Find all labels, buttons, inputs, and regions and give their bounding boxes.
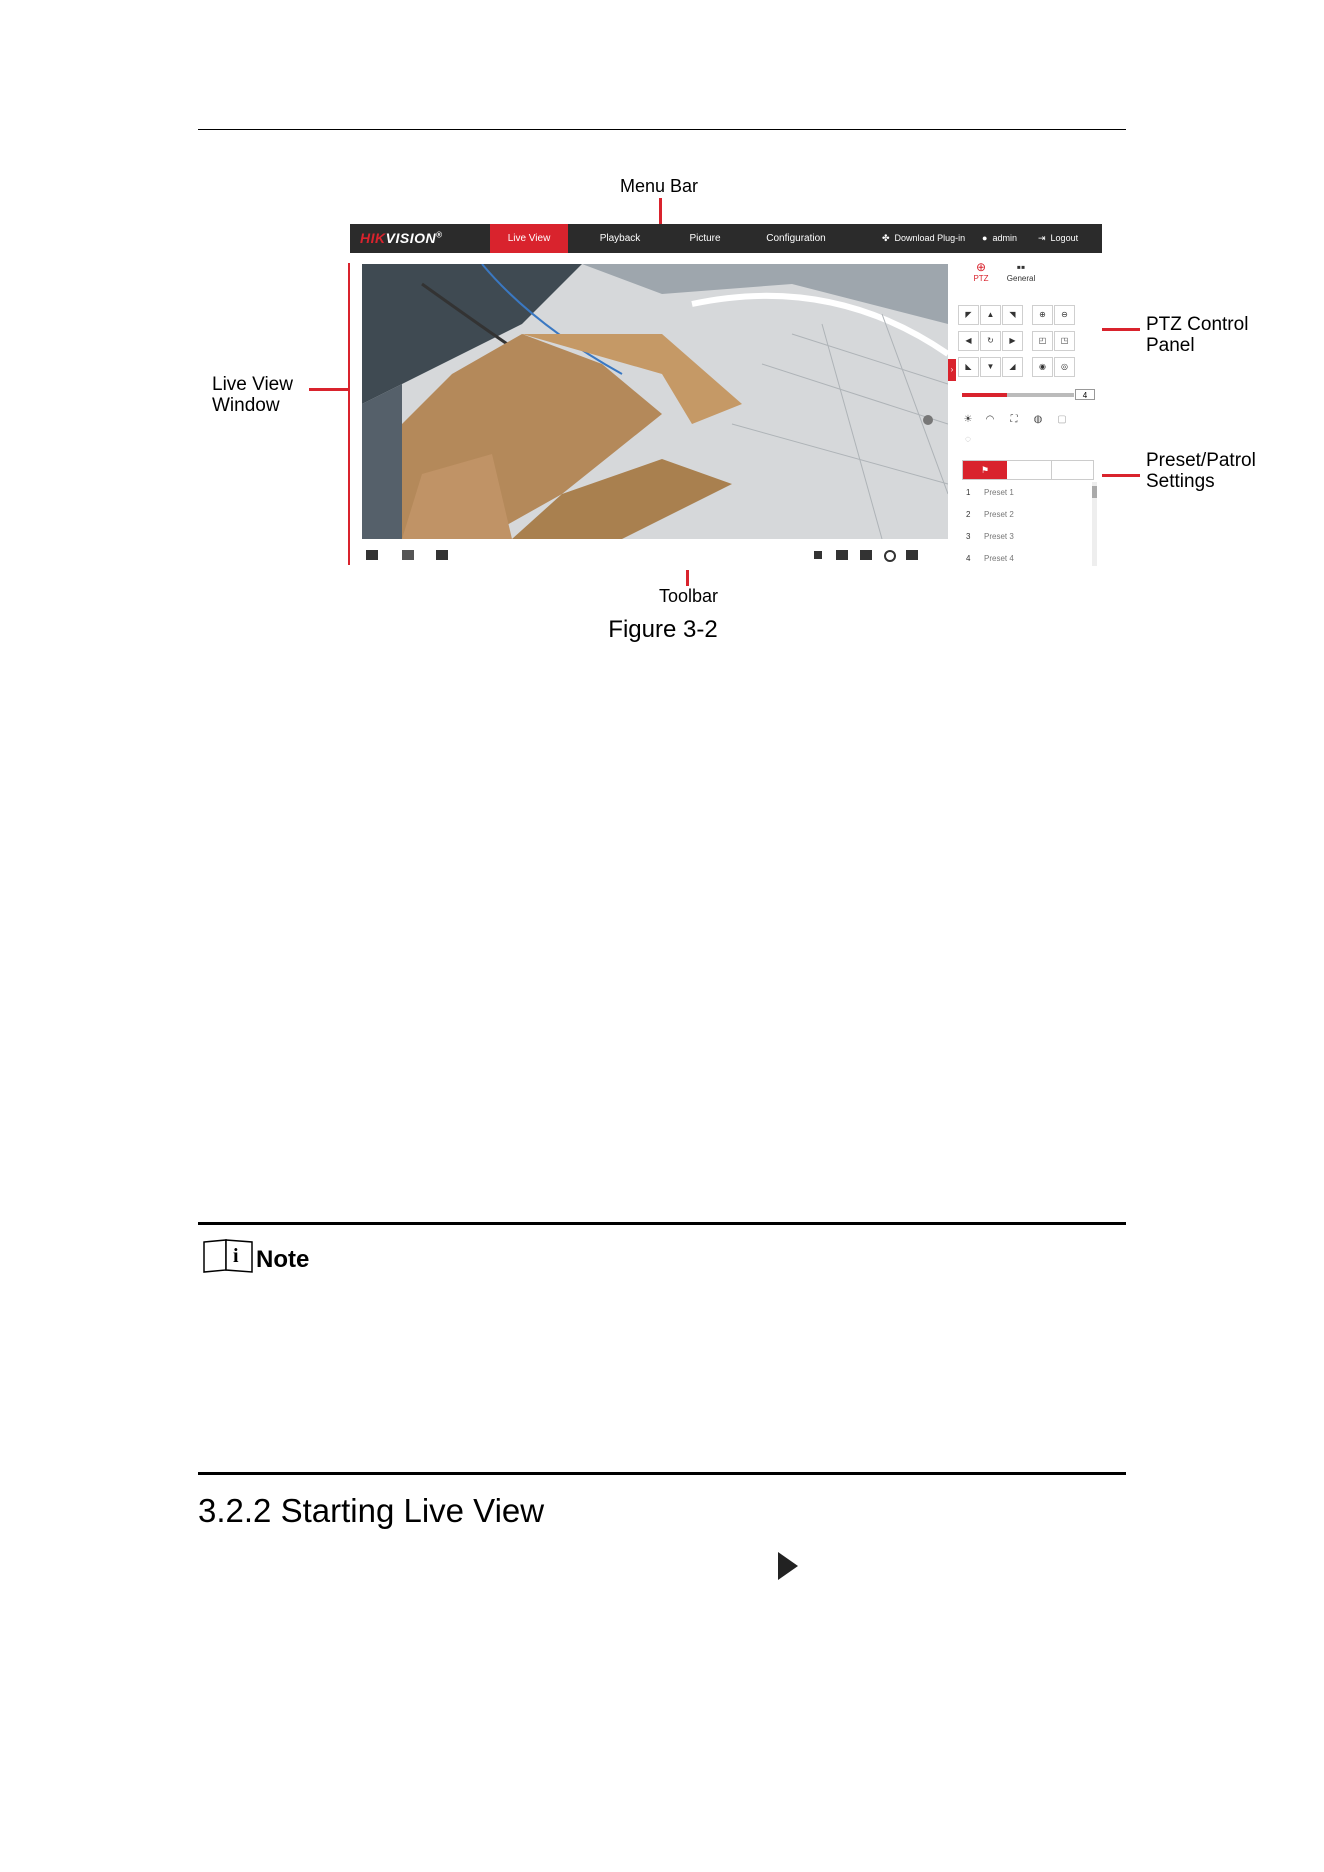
menu-configuration[interactable]: Configuration xyxy=(766,233,826,244)
preset-number: 1 xyxy=(966,488,971,497)
ptz-left-button[interactable]: ◀ xyxy=(958,331,979,351)
ptz-down-button[interactable]: ▼ xyxy=(980,357,1001,377)
preset-callout-line xyxy=(1096,474,1140,477)
note-top-rule xyxy=(198,1222,1126,1225)
hikvision-logo: HIKVISION® xyxy=(360,230,443,246)
preset-name: Preset 4 xyxy=(984,554,1014,563)
panel-collapse-tab[interactable]: › xyxy=(948,359,956,381)
manual-tracking-icon[interactable]: ▢ xyxy=(1057,414,1067,425)
menu-live-view[interactable]: Live View xyxy=(490,224,568,253)
record-icon[interactable] xyxy=(860,550,872,560)
panel-tabs xyxy=(956,260,1102,292)
flag-icon: ⚑ xyxy=(980,465,990,475)
audio-icon[interactable] xyxy=(906,550,918,560)
toolbar-callout: Toolbar xyxy=(659,586,719,606)
lens-init-icon[interactable]: ◍ xyxy=(1033,414,1043,425)
ptz-control-panel xyxy=(958,305,1096,383)
tab-preset[interactable] xyxy=(963,461,1007,479)
menu-picture[interactable]: Picture xyxy=(689,233,721,244)
preset-row[interactable] xyxy=(962,526,1084,548)
iris-close-button[interactable]: ◎ xyxy=(1054,357,1075,377)
grid-icon: ▪▪ xyxy=(1016,260,1026,274)
wiper-icon[interactable]: ◠ xyxy=(985,414,995,425)
3d-positioning-icon[interactable]: ◌ xyxy=(965,434,971,445)
note-book-icon xyxy=(202,1238,256,1274)
preset-number: 2 xyxy=(966,510,971,519)
play-icon xyxy=(778,1552,798,1580)
preset-name: Preset 1 xyxy=(984,488,1014,497)
preset-patrol-tabs xyxy=(962,460,1094,480)
plugin-type-icon[interactable] xyxy=(436,550,448,560)
ptz-down-right-button[interactable]: ◢ xyxy=(1002,357,1023,377)
digital-zoom-icon[interactable] xyxy=(884,550,896,562)
live-view-ui-screenshot xyxy=(350,224,1102,570)
menu-bar-callout-line xyxy=(659,198,662,225)
user-menu[interactable]: ● admin xyxy=(982,224,1017,253)
svg-text:i: i xyxy=(233,1245,239,1267)
top-rule xyxy=(198,129,1126,130)
menu-playback[interactable]: Playback xyxy=(599,233,641,244)
live-view-window-callout: Live View Window xyxy=(212,374,293,416)
preset-name: Preset 3 xyxy=(984,532,1014,541)
focus-far-button[interactable]: ◳ xyxy=(1054,331,1075,351)
preset-list-scroll-thumb[interactable] xyxy=(1092,486,1097,498)
live-view-callout-line xyxy=(309,388,351,391)
ptz-speed-slider[interactable] xyxy=(962,393,1074,397)
ptz-control-panel-callout: PTZ Control Panel xyxy=(1146,314,1249,356)
ptz-speed-fill xyxy=(962,393,1007,397)
ptz-right-button[interactable]: ▶ xyxy=(1002,331,1023,351)
download-plugin-link[interactable]: ✤ Download Plug-in xyxy=(882,224,965,253)
tab-general[interactable]: ▪▪ General xyxy=(996,260,1046,283)
preset-number: 4 xyxy=(966,554,971,563)
ptz-up-left-button[interactable]: ◤ xyxy=(958,305,979,325)
focus-near-button[interactable]: ◰ xyxy=(1032,331,1053,351)
ptz-callout-line xyxy=(1096,328,1140,331)
zoom-out-button[interactable]: ⊖ xyxy=(1054,305,1075,325)
ptz-down-left-button[interactable]: ◣ xyxy=(958,357,979,377)
capture-icon[interactable] xyxy=(836,550,848,560)
preset-patrol-callout: Preset/Patrol Settings xyxy=(1146,450,1256,492)
tab-patrol[interactable] xyxy=(1051,461,1052,479)
preset-number: 3 xyxy=(966,532,971,541)
figure-caption: Figure 3-2 xyxy=(608,616,718,643)
user-icon: ● xyxy=(982,233,988,243)
menu-bar xyxy=(350,224,1102,253)
ptz-function-row xyxy=(958,410,1096,445)
ptz-icon: ⊕ xyxy=(975,260,987,274)
note-title: Note xyxy=(256,1246,310,1273)
logout-link[interactable]: ⇥ Logout xyxy=(1038,224,1078,253)
light-icon[interactable]: ☀ xyxy=(963,414,973,425)
auxiliary-focus-icon[interactable]: ⛶ xyxy=(1010,414,1018,425)
tab-ptz[interactable]: ⊕ PTZ xyxy=(956,260,1006,283)
preset-name: Preset 2 xyxy=(984,510,1014,519)
section-heading: 3.2.2 Starting Live View xyxy=(198,1492,545,1529)
stream-type-icon[interactable] xyxy=(402,550,414,560)
ptz-auto-pan-button[interactable]: ↻ xyxy=(980,331,1001,351)
preset-list-scrollbar[interactable] xyxy=(1092,482,1097,566)
window-split-icon[interactable] xyxy=(366,550,378,560)
puzzle-icon: ✤ xyxy=(882,233,890,243)
live-video-frame[interactable] xyxy=(362,264,948,539)
iris-open-button[interactable]: ◉ xyxy=(1032,357,1053,377)
stop-live-view-icon[interactable] xyxy=(814,551,822,559)
preset-row[interactable] xyxy=(962,548,1084,570)
ptz-speed-value: 4 xyxy=(1075,389,1095,400)
ptz-up-button[interactable]: ▲ xyxy=(980,305,1001,325)
preset-row[interactable] xyxy=(962,482,1084,504)
preset-row[interactable] xyxy=(962,504,1084,526)
toolbar xyxy=(350,542,950,568)
ptz-up-right-button[interactable]: ◥ xyxy=(1002,305,1023,325)
zoom-in-button[interactable]: ⊕ xyxy=(1032,305,1053,325)
menu-bar-callout: Menu Bar xyxy=(620,176,699,196)
note-bottom-rule xyxy=(198,1472,1126,1475)
video-scene xyxy=(362,264,948,539)
logout-icon: ⇥ xyxy=(1038,233,1046,243)
